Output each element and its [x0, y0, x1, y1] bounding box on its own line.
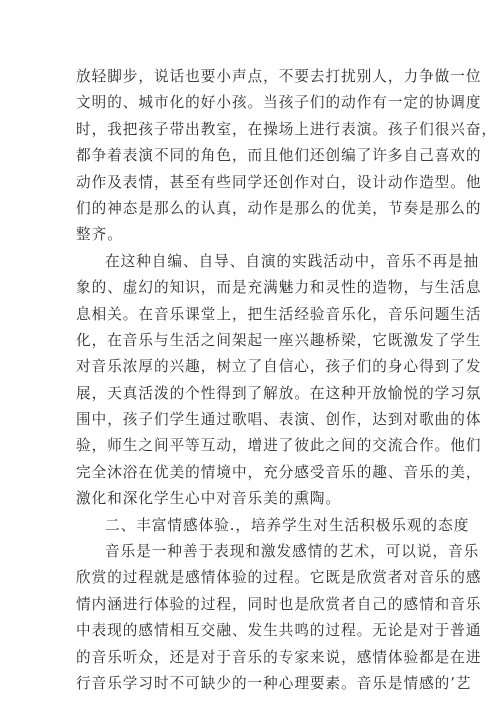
- text-line: 时，我把孩子带出教室，在操场上进行表演。孩子们很兴奋，: [76, 120, 498, 138]
- text-line: 激化和深化学生心中对音乐美的熏陶。: [76, 490, 342, 508]
- text-line: 整齐。: [76, 226, 123, 244]
- text-line: 象的、虚幻的知识，而是充满魅力和灵性的造物，与生活息: [76, 279, 482, 297]
- text-line: 放轻脚步，说话也要小声点，不要去打扰别人，力争做一位: [76, 68, 482, 85]
- text-line: 化，在音乐与生活之间架起一座兴趣桥梁，它既激发了学生: [76, 331, 482, 349]
- text-line: 情内涵进行体验的过程，同时也是欣赏者自己的感情和音乐: [76, 595, 482, 613]
- text-line: 文明的、城市化的好小孩。当孩子们的动作有一定的协调度: [76, 94, 482, 112]
- text-line: 中表现的感情相互交融、发生共鸣的过程。无论是对于普通: [76, 622, 482, 640]
- text-line: 动作及表情，甚至有些同学还创作对白，设计动作造型。他: [76, 173, 482, 191]
- text-line: 完全沐浴在优美的情境中，充分感受音乐的趣、音乐的美，: [76, 463, 482, 481]
- text-line: 在这种自编、自导、自演的实践活动中，音乐不再是抽: [105, 252, 480, 270]
- document-body: [76, 64, 498, 697]
- text-line: 展，天真活泼的个性得到了解放。在这种开放愉悦的学习氛: [76, 384, 482, 402]
- text-line: 围中，孩子们学生通过歌唱、表演、创作，达到对歌曲的体: [76, 411, 482, 429]
- text-line: 行音乐学习时不可缺少的一种心理要素。音乐是情感的’艺: [76, 674, 472, 692]
- text-line: 验，师生之间平等互动，增进了彼此之间的交流合作。他们: [76, 437, 482, 455]
- text-line: 都争着表演不同的角色，而且他们还创编了许多自己喜欢的: [76, 147, 482, 165]
- text-line: 的音乐听众，还是对于音乐的专家来说，感情体验都是在进: [76, 648, 482, 666]
- text-line: 二、丰富情感体验.，培养学生对生活积极乐观的态度: [105, 516, 470, 534]
- text-line: 们的神态是那么的认真，动作是那么的优美，节奏是那么的: [76, 199, 482, 217]
- text-line: 息相关。在音乐课堂上，把生活经验音乐化，音乐问题生活: [76, 305, 482, 323]
- text-line: 音乐是一种善于表现和激发感情的艺术，可以说，音乐: [105, 543, 480, 561]
- text-line: 欣赏的过程就是感情体验的过程。它既是欣赏者对音乐的感: [76, 569, 482, 587]
- text-line: 对音乐浓厚的兴趣，树立了自信心，孩子们的身心得到了发: [76, 358, 482, 376]
